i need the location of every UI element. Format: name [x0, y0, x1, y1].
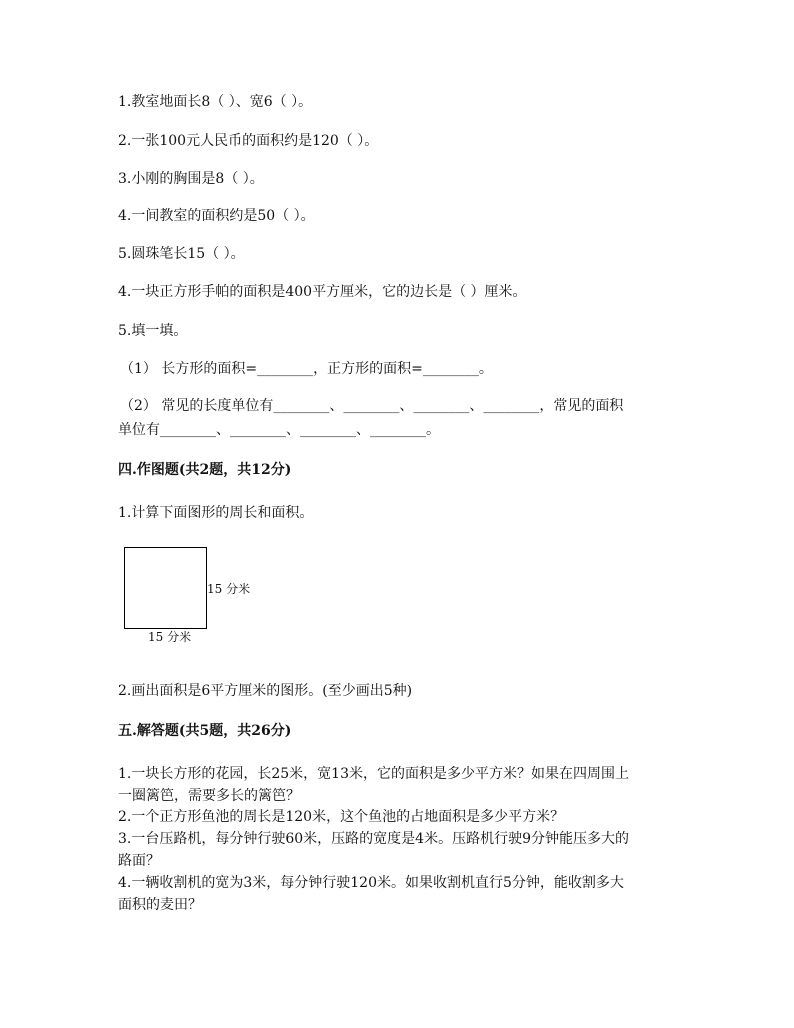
fill-in-question-6: 4.一块正方形手帕的面积是400平方厘米，它的边长是（ ）厘米。: [118, 284, 527, 300]
section-5-question-3-line-1: 3.一台压路机，每分钟行驶60米，压路的宽度是4米。压路机行驶9分钟能压多大的: [118, 831, 629, 847]
square-bottom-label: 15 分米: [148, 630, 192, 644]
section-5-heading: 五.解答题(共5题，共26分): [118, 723, 292, 739]
fill-in-question-4: 4.一间教室的面积约是50（ ）。: [118, 208, 315, 224]
section-5-question-2: 2.一个正方形鱼池的周长是120米，这个鱼池的占地面积是多少平方米？: [118, 809, 565, 825]
section-5-question-1-line-1: 1.一块长方形的花园，长25米，宽13米，它的面积是多少平方米？如果在四周围上: [118, 766, 629, 782]
fill-in-question-7: 5.填一填。: [118, 323, 188, 339]
fill-in-question-7-sub-2-line-1: （2） 常见的长度单位有________、________、________、________，常见的面积: [120, 398, 624, 414]
section-4-heading: 四.作图题(共2题，共12分): [118, 462, 292, 478]
section-5-question-4-line-2: 面积的麦田？: [118, 897, 202, 913]
square-figure: [124, 547, 207, 629]
section-5-question-4-line-1: 4.一辆收割机的宽为3米，每分钟行驶120米。如果收割机直行5分钟，能收割多大: [118, 875, 624, 891]
fill-in-question-7-sub-2-line-2: 单位有________、________、________、________。: [118, 422, 440, 438]
fill-in-question-1: 1.教室地面长8（ ）、宽6（ ）。: [118, 94, 313, 110]
section-5-question-3-line-2: 路面？: [118, 853, 160, 869]
section-5-question-1-line-2: 一圈篱笆，需要多长的篱笆？: [118, 788, 300, 804]
fill-in-question-2: 2.一张100元人民币的面积约是120（ ）。: [118, 133, 379, 149]
fill-in-question-3: 3.小刚的胸围是8（ ）。: [118, 171, 264, 187]
section-4-question-2: 2.画出面积是6平方厘米的图形。(至少画出5种): [118, 683, 413, 699]
square-side-label: 15 分米: [207, 582, 251, 596]
fill-in-question-5: 5.圆珠笔长15（ ）。: [118, 246, 245, 262]
section-4-question-1: 1.计算下面图形的周长和面积。: [118, 505, 314, 521]
fill-in-question-7-sub-1: （1） 长方形的面积=________，正方形的面积=________。: [120, 361, 493, 377]
